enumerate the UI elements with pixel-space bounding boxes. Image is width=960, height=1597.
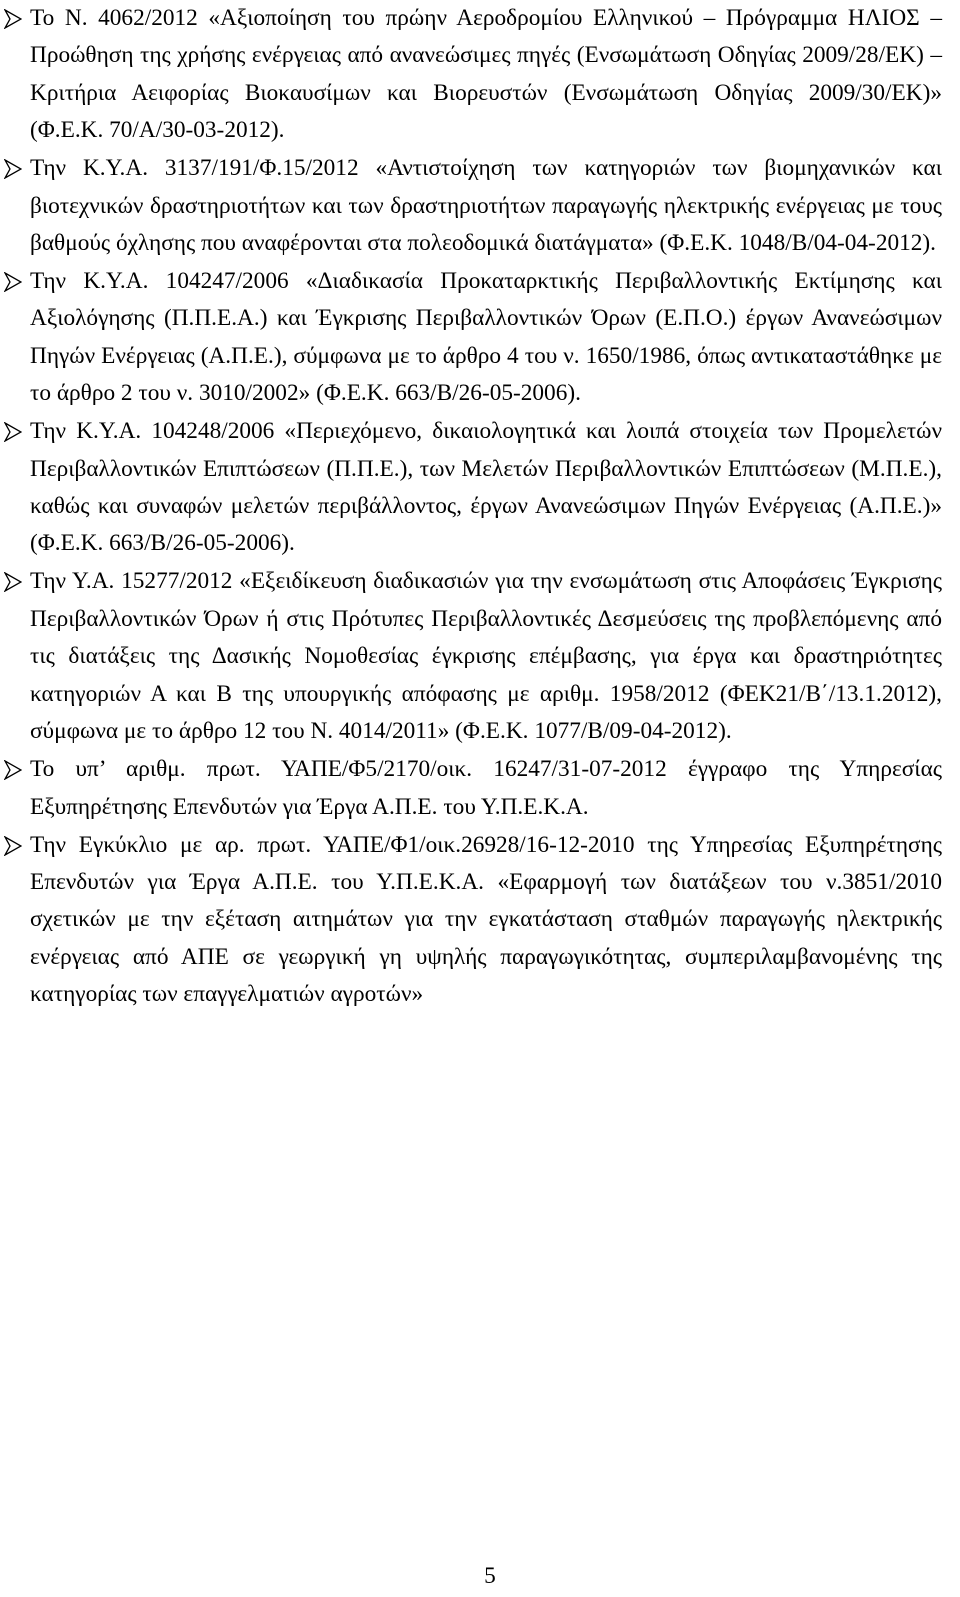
list-item-text: Την Εγκύκλιο με αρ. πρωτ. ΥΑΠΕ/Φ1/οικ.26928/16-12-2010 της Υπηρεσίας Εξυπηρέτησης Επενδυτών για Έργα Α.Π.Ε. του Υ.Π.Ε.Κ.Α. «Εφαρμογή των διατάξεων του ν.3851/2010 σχετικών με την εξέταση αιτημάτων για την εγκατάσταση σταθμών παραγωγής ηλεκτρικής ενέργειας από ΑΠΕ σε γεωργική γη υψηλής παραγωγικότητας, συμπεριλαμβανομένης της κατηγορίας των επαγγελματιών αγροτών» (30, 831, 942, 1008)
arrowhead-bullet-icon (4, 572, 22, 592)
list-item-text: Την Κ.Υ.Α. 3137/191/Φ.15/2012 «Αντιστοίχηση των κατηγοριών των βιομηχανικών και βιοτεχνικών δραστηριοτήτων και των δραστηριοτήτων παραγωγής ηλεκτρικής ενέργειας με τους βαθμούς όχλησης που αναφέρονται στα πολεοδομικά διατάγματα» (Φ.Ε.Κ. 1048/Β/04-04-2012). (30, 155, 942, 257)
list-item-text: Την Υ.Α. 15277/2012 «Εξειδίκευση διαδικασιών για την ενσωμάτωση στις Αποφάσεις Έγκρισης Περιβαλλοντικών Όρων ή στις Πρότυπες Περιβαλλοντικές Δεσμεύσεις της προβλεπόμενης από τις διατάξεις της Δασικής Νομοθεσίας έγκρισης επέμβασης, για έργα και δραστηριότητες κατηγοριών Α και Β της υπουργικής απόφασης με αριθμ. 1958/2012 (ΦΕΚ21/Β΄/13.1.2012), σύμφωνα με το άρθρο 12 του Ν. 4014/2011» (Φ.Ε.Κ. 1077/Β/09-04-2012). (30, 568, 942, 745)
list-item (4, 413, 942, 563)
list-item (4, 751, 942, 826)
list-item-text: Την Κ.Υ.Α. 104248/2006 «Περιεχόμενο, δικαιολογητικά και λοιπά στοιχεία των Προμελετών Περιβαλλοντικών Επιπτώσεων (Π.Π.Ε.), των Μελετών Περιβαλλοντικών Επιπτώσεων (Μ.Π.Ε.), καθώς και συναφών μελετών περιβάλλοντος, έργων Ανανεώσιμων Πηγών Ενέργειας (Α.Π.Ε.)» (Φ.Ε.Κ. 663/Β/26-05-2006). (30, 418, 942, 557)
list-item (4, 0, 942, 150)
list-item-text: Το Ν. 4062/2012 «Αξιοποίηση του πρώην Αεροδρομίου Ελληνικού – Πρόγραμμα ΗΛΙΟΣ – Προώθηση της χρήσης ενέργειας από ανανεώσιμες πηγές (Ενσωμάτωση Οδηγίας 2009/28/ΕΚ) – Κριτήρια Αειφορίας Βιοκαυσίμων και Βιορευστών (Ενσωμάτωση Οδηγίας 2009/30/ΕΚ)» (Φ.Ε.Κ. 70/Α/30-03-2012). (30, 5, 942, 144)
arrowhead-bullet-icon (4, 9, 22, 29)
page-number: 5 (484, 1563, 496, 1589)
arrowhead-bullet-icon (4, 422, 22, 442)
list-item (4, 563, 942, 750)
arrowhead-bullet-icon (4, 272, 22, 292)
list-item-text: Το υπ’ αριθμ. πρωτ. ΥΑΠΕ/Φ5/2170/οικ. 16247/31-07-2012 έγγραφο της Υπηρεσίας Εξυπηρέτησης Επενδυτών για Έργα Α.Π.Ε. του Υ.Π.Ε.Κ.Α. (30, 756, 942, 820)
list-item (4, 150, 942, 262)
list-item (4, 263, 942, 413)
list-item (4, 827, 942, 1014)
list-item-text: Την Κ.Υ.Α. 104247/2006 «Διαδικασία Προκαταρκτικής Περιβαλλοντικής Εκτίμησης και Αξιολόγησης (Π.Π.Ε.Α.) και Έγκρισης Περιβαλλοντικών Όρων (Ε.Π.Ο.) έργων Ανανεώσιμων Πηγών Ενέργειας (Α.Π.Ε.), σύμφωνα με το άρθρο 4 του ν. 1650/1986, όπως αντικαταστάθηκε με το άρθρο 2 του ν. 3010/2002» (Φ.Ε.Κ. 663/Β/26-05-2006). (30, 268, 942, 407)
arrowhead-bullet-icon (4, 836, 22, 856)
reference-list (4, 0, 942, 1014)
arrowhead-bullet-icon (4, 159, 22, 179)
arrowhead-bullet-icon (4, 760, 22, 780)
